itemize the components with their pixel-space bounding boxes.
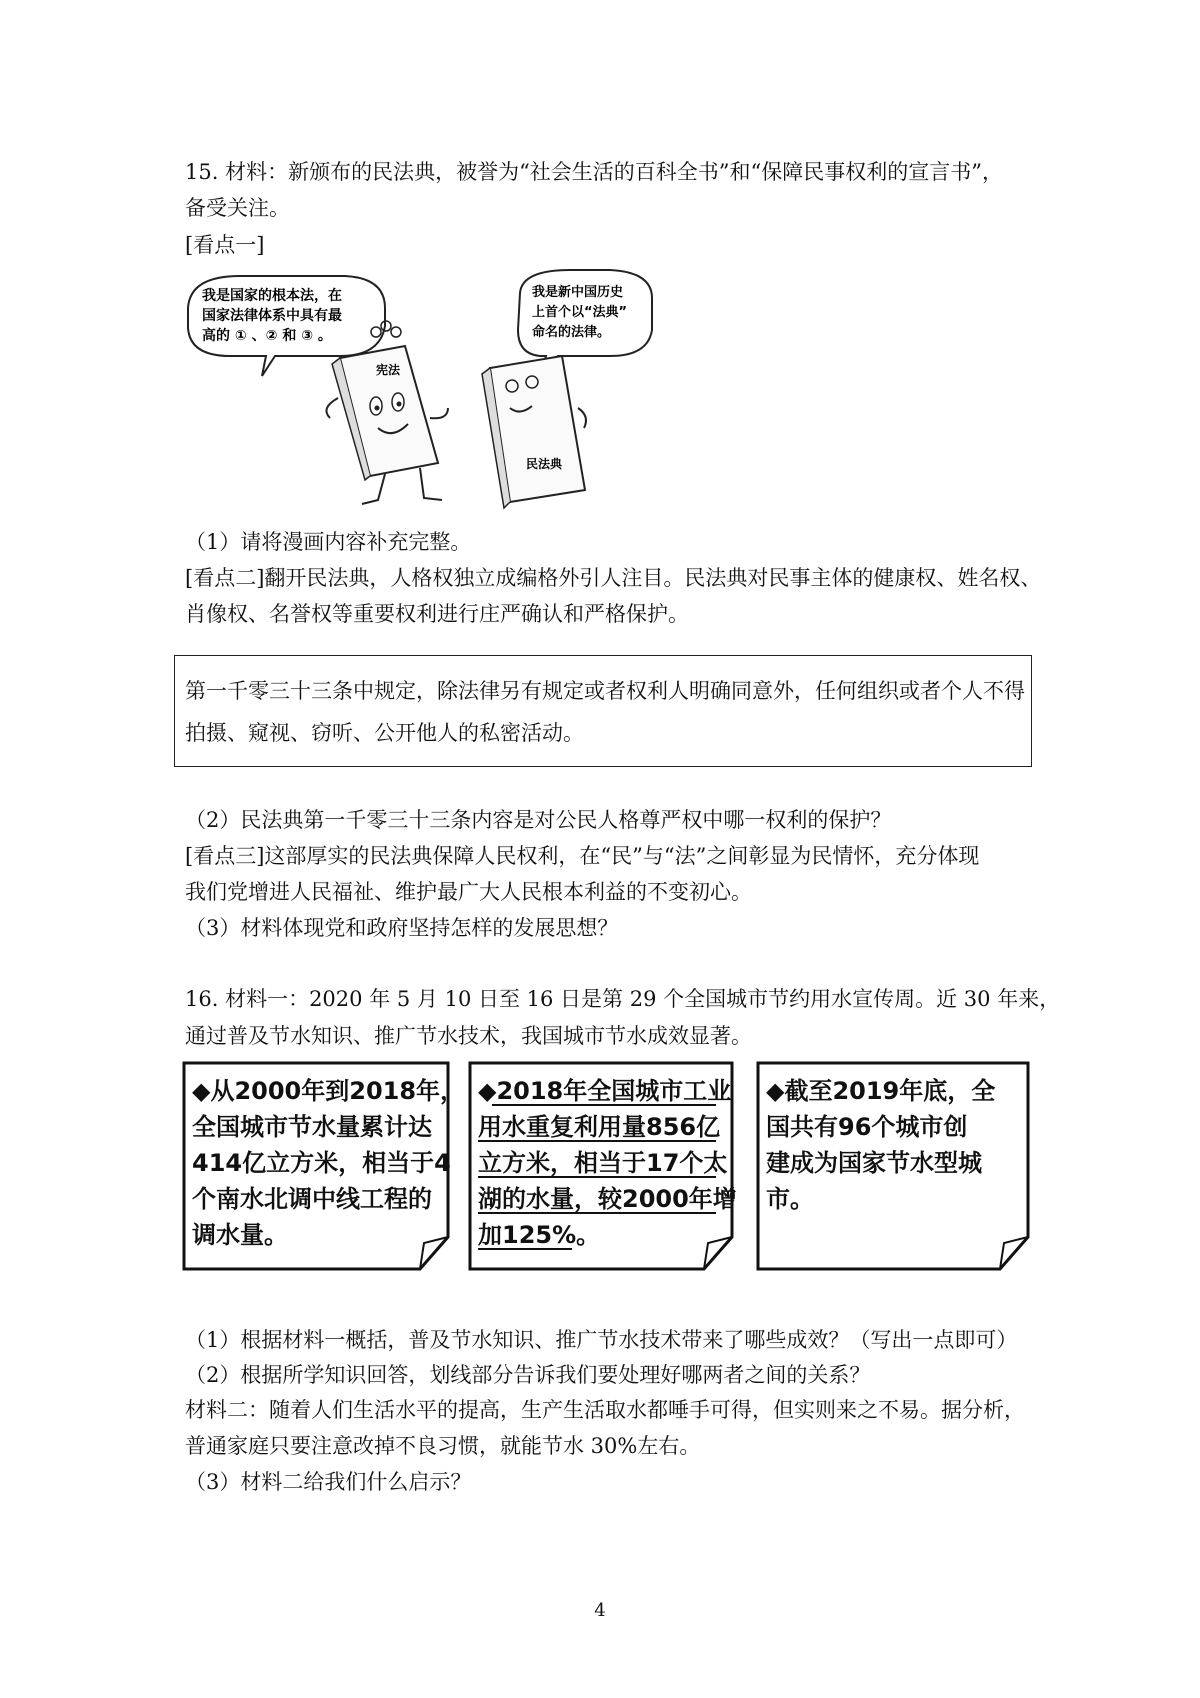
- note3-line3: 建成为国家节水型城: [766, 1149, 982, 1177]
- note2-line4: 湖的水量，较2000年增: [478, 1185, 737, 1213]
- box-line1: 第一千零三十三条中规定，除法律另有规定或者权利人明确同意外，任何组织或者个人不得: [185, 679, 1025, 703]
- note1-line2: 全国城市节水量累计达: [192, 1113, 432, 1141]
- article-quote-box: [174, 655, 1032, 767]
- note-card-2: [470, 1063, 737, 1269]
- note1-line3: 414亿立方米，相当于4: [192, 1149, 451, 1177]
- note1-line1: ◆从2000年到2018年，: [192, 1077, 465, 1105]
- q15-intro-line2: 备受关注。: [185, 196, 290, 220]
- q15-point2-line2: 肖像权、名誉权等重要权利进行庄严确认和严格保护。: [185, 602, 689, 626]
- water-saving-notes: [180, 1059, 1035, 1274]
- q15-point3-line2: 我们党增进人民福祉、维护最广大人民根本利益的不变初心。: [185, 880, 752, 904]
- note2-line5: 加125%。: [478, 1221, 601, 1249]
- q16-intro-line1: 16. 材料一：2020 年 5 月 10 日至 16 日是第 29 个全国城市节约用水宣传周。近 30 年来，: [185, 987, 1061, 1011]
- q16-sub3: （3）材料二给我们什么启示？: [185, 1470, 472, 1494]
- note3-line2: 国共有96个城市创: [766, 1113, 968, 1141]
- right-bubble-line1: 我是新中国历史: [532, 285, 624, 300]
- note1-line4: 个南水北调中线工程的: [192, 1185, 432, 1213]
- left-bubble-line1: 我是国家的根本法，在: [202, 288, 342, 304]
- q16-material2-line1: 材料二：随着人们生活水平的提高，生产生活取水都唾手可得，但实则来之不易。据分析，: [185, 1398, 1025, 1422]
- note-card-3: [758, 1063, 1028, 1269]
- q15-point3-line1: [看点三]这部厚实的民法典保障人民权利，在“民”与“法”之间彰显为民情怀，充分体现: [185, 844, 980, 868]
- left-bubble-line2: 国家法律体系中具有最: [202, 308, 342, 324]
- civil-code-book-character: [482, 356, 586, 508]
- q15-point2-line1: [看点二]翻开民法典，人格权独立成编格外引人注目。民法典对民事主体的健康权、姓名权、: [185, 566, 1042, 590]
- q16-sub2: （2）根据所学知识回答，划线部分告诉我们要处理好哪两者之间的关系？: [185, 1363, 871, 1387]
- right-bubble-line3: 命名的法律。: [532, 325, 611, 340]
- note2-line1: ◆2018年全国城市工业: [478, 1077, 732, 1105]
- right-book-label: 民法典: [526, 457, 563, 471]
- note-card-1: [184, 1063, 464, 1269]
- note2-line2: 用水重复利用量856亿: [478, 1113, 721, 1141]
- left-bubble-line3: 高的 ① 、② 和 ③ 。: [202, 328, 332, 344]
- q15-sub2: （2）民法典第一千零三十三条内容是对公民人格尊严权中哪一权利的保护？: [185, 808, 892, 832]
- q15-intro-line1: 15. 材料：新颁布的民法典，被誉为“社会生活的百科全书”和“保障民事权利的宣言书”，: [185, 160, 1004, 184]
- note3-line1: ◆截至2019年底，全: [766, 1077, 996, 1105]
- q16-sub1: （1）根据材料一概括，普及节水知识、推广节水技术带来了哪些成效？（写出一点即可）: [185, 1328, 1018, 1352]
- page-number: 4: [594, 1600, 606, 1621]
- q15-point1-label: [看点一]: [185, 233, 265, 257]
- left-book-label: 宪法: [376, 363, 401, 377]
- note3-line4: 市。: [766, 1185, 814, 1213]
- q16-intro-line2: 通过普及节水知识、推广节水技术，我国城市节水成效显著。: [185, 1024, 752, 1048]
- comic-illustration: [180, 268, 660, 513]
- q15-sub1: （1）请将漫画内容补充完整。: [185, 530, 472, 554]
- right-bubble-line2: 上首个以“法典”: [532, 305, 628, 320]
- box-line2: 拍摄、窥视、窃听、公开他人的私密活动。: [185, 721, 584, 745]
- note1-line5: 调水量。: [192, 1221, 288, 1249]
- q15-sub3: （3）材料体现党和政府坚持怎样的发展思想？: [185, 916, 619, 940]
- note2-line3: 立方米，相当于17个太: [478, 1149, 728, 1177]
- q16-material2-line2: 普通家庭只要注意改掉不良习惯，就能节水 30%左右。: [185, 1434, 701, 1458]
